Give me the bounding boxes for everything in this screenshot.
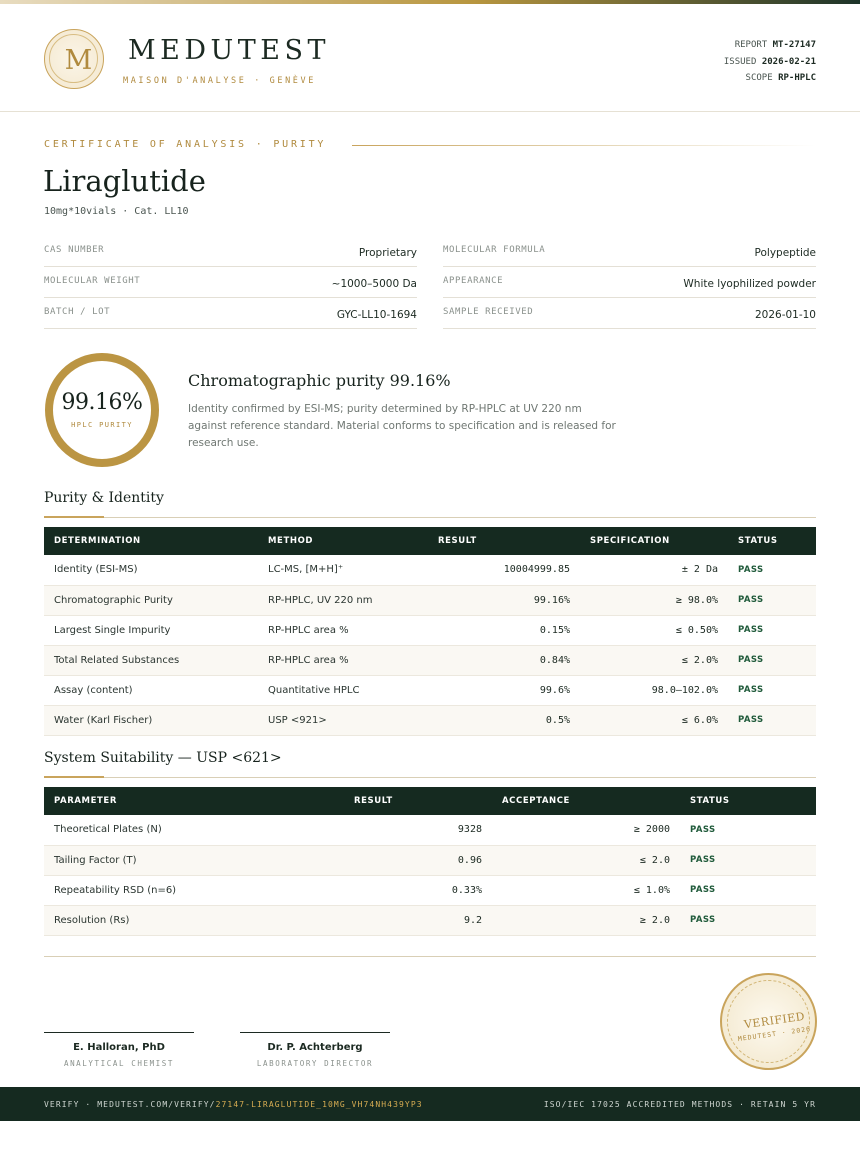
determination-cell: Identity (ESI-MS) (54, 564, 138, 576)
eyebrow-divider (352, 145, 816, 146)
result-cell: 0.33% (451, 884, 482, 896)
status-badge: PASS (738, 685, 764, 695)
table-header-row (44, 787, 816, 815)
result-cell: 99.16% (533, 594, 570, 606)
table-row (44, 875, 816, 905)
signature-block-director (240, 1032, 390, 1068)
table-row (44, 905, 816, 935)
column-header: PARAMETER (54, 796, 117, 806)
signature-block-chemist (44, 1032, 194, 1068)
method-cell: RP-HPLC, UV 220 nm (268, 594, 373, 606)
section-title-purity: Purity & Identity (44, 490, 164, 506)
column-header: METHOD (268, 536, 314, 546)
info-value: Polypeptide (754, 247, 816, 259)
section-accent (44, 516, 104, 518)
info-value: 2026-01-10 (754, 309, 816, 321)
parameter-cell: Tailing Factor (T) (54, 854, 137, 866)
table-row (44, 615, 816, 645)
section-title-suitability: System Suitability — USP <621> (44, 750, 282, 766)
determination-cell: Total Related Substances (54, 654, 180, 666)
verify-prefix: VERIFY · MEDUTEST.COM/VERIFY/ (44, 1100, 216, 1109)
section-rule (44, 777, 816, 778)
specification-cell: ≥ 98.0% (675, 594, 718, 606)
certificate-eyebrow: CERTIFICATE OF ANALYSIS · PURITY (44, 139, 327, 150)
method-cell: USP <921> (268, 714, 327, 726)
purity-ring (45, 353, 159, 467)
acceptance-cell: ≤ 2.0 (639, 854, 670, 866)
purity-identity-table (44, 527, 816, 736)
logo-letter: M (64, 45, 93, 76)
brand-tagline: MAISON D'ANALYSE · GENÈVE (123, 76, 316, 86)
status-badge: PASS (738, 625, 764, 635)
determination-cell: Assay (content) (54, 684, 133, 696)
table-row (44, 705, 816, 735)
info-value: White lyophilized powder (683, 278, 816, 290)
info-label: APPEARANCE (443, 276, 504, 286)
page-header (0, 4, 860, 112)
result-cell: 10004999.85 (503, 564, 570, 576)
system-suitability-table (44, 787, 816, 936)
purity-summary-description: Identity confirmed by ESI-MS; purity determined by RP-HPLC at UV 220 nm against reference standard. Material conforms to specification and is released for research use. (188, 403, 616, 449)
stamp-text: VERIFIED (743, 1009, 806, 1032)
parameter-cell: Theoretical Plates (N) (54, 824, 162, 836)
signature-divider (44, 956, 816, 957)
issued-label: ISSUED (723, 56, 757, 67)
info-label: CAS NUMBER (44, 245, 105, 255)
determination-cell: Water (Karl Fischer) (54, 714, 153, 726)
table-row (44, 555, 816, 585)
product-subline: 10mg*10vials · Cat. LL10 (44, 206, 189, 217)
status-badge: PASS (690, 915, 716, 925)
table-row (44, 845, 816, 875)
info-label: SAMPLE RECEIVED (443, 307, 534, 317)
logo-inner-ring (49, 34, 98, 83)
result-cell: 0.84% (539, 654, 570, 666)
signatory-name: Dr. P. Achterberg (267, 1042, 363, 1053)
method-cell: LC-MS, [M+H]⁺ (268, 564, 344, 576)
purity-summary-title: Chromatographic purity 99.16% (188, 371, 451, 390)
status-badge: PASS (690, 855, 716, 865)
result-cell: 0.15% (539, 624, 570, 636)
info-row-appearance (443, 267, 816, 298)
verified-stamp (720, 973, 817, 1070)
result-cell: 99.6% (539, 684, 570, 696)
table-row (44, 585, 816, 615)
acceptance-cell: ≤ 1.0% (633, 884, 670, 896)
specification-cell: ± 2 Da (681, 564, 718, 576)
stamp-inner-ring (727, 980, 810, 1063)
result-cell: 9.2 (463, 914, 482, 926)
determination-cell: Largest Single Impurity (54, 624, 171, 636)
status-badge: PASS (738, 564, 764, 575)
report-number: MT-27147 (772, 40, 816, 50)
table-row (44, 815, 816, 845)
report-label: REPORT (734, 40, 768, 50)
column-header: DETERMINATION (54, 536, 141, 546)
section-rule (44, 517, 816, 518)
column-header: STATUS (690, 796, 730, 806)
acceptance-cell: ≥ 2000 (633, 824, 670, 836)
table-header-row (44, 527, 816, 555)
method-cell: Quantitative HPLC (268, 684, 360, 696)
status-badge: PASS (690, 885, 716, 895)
report-number-line (724, 37, 816, 54)
signatory-role: ANALYTICAL CHEMIST (63, 1059, 175, 1068)
info-value: GYC-LL10-1694 (336, 309, 417, 321)
status-badge: PASS (738, 595, 764, 605)
accreditation-note: ISO/IEC 17025 ACCREDITED METHODS · RETAIN 5 YR (543, 1100, 816, 1109)
info-row-cas (44, 236, 417, 267)
result-cell: 0.96 (457, 854, 482, 866)
signatory-role: LABORATORY DIRECTOR (256, 1059, 374, 1068)
stamp-subtext: MEDUTEST · 2026 (737, 1024, 812, 1044)
column-header: STATUS (738, 536, 778, 546)
info-grid-left (44, 236, 417, 329)
scope-value: RP-HPLC (778, 73, 816, 83)
status-badge: PASS (738, 655, 764, 665)
specification-cell: 98.0–102.0% (651, 684, 718, 696)
result-cell: 9328 (457, 824, 482, 836)
column-header: RESULT (438, 536, 477, 546)
parameter-cell: Resolution (Rs) (54, 914, 130, 926)
info-row-sample-received (443, 298, 816, 329)
report-meta (724, 37, 816, 87)
scope-label: SCOPE (745, 73, 773, 83)
status-badge: PASS (690, 824, 716, 835)
brand-name: MEDUTEST (128, 35, 330, 66)
column-header: RESULT (354, 796, 393, 806)
determination-cell: Chromatographic Purity (54, 594, 173, 606)
product-title: Liraglutide (43, 164, 206, 198)
info-row-molecular-weight (44, 267, 417, 298)
table-row (44, 645, 816, 675)
method-cell: RP-HPLC area % (268, 624, 349, 636)
parameter-cell: Repeatability RSD (n=6) (54, 884, 177, 896)
column-header: SPECIFICATION (590, 536, 670, 546)
result-cell: 0.5% (545, 714, 570, 726)
info-grid-right (443, 236, 816, 329)
signatory-name: E. Halloran, PhD (73, 1042, 165, 1053)
info-label: MOLECULAR WEIGHT (44, 276, 141, 286)
info-label: BATCH / LOT (44, 307, 111, 317)
specification-cell: ≤ 2.0% (681, 654, 718, 666)
scope-line (724, 70, 816, 87)
purity-ring-value: 99.16% (61, 390, 143, 415)
status-badge: PASS (738, 715, 764, 725)
issued-date-line (724, 54, 816, 71)
info-value: ~1000–5000 Da (331, 278, 417, 290)
table-row (44, 675, 816, 705)
page-footer (0, 1087, 860, 1121)
method-cell: RP-HPLC area % (268, 654, 349, 666)
verify-link[interactable]: 27147-LIRAGLUTIDE_10MG_VH74NH439YP3 (215, 1100, 423, 1109)
info-label: MOLECULAR FORMULA (443, 245, 546, 255)
verify-line (44, 1100, 423, 1109)
purity-ring-label: HPLC PURITY (71, 421, 133, 429)
issued-date: 2026-02-21 (761, 56, 816, 67)
specification-cell: ≤ 6.0% (681, 714, 718, 726)
info-value: Proprietary (358, 247, 417, 259)
specification-cell: ≤ 0.50% (675, 624, 718, 636)
section-accent (44, 776, 104, 778)
column-header: ACCEPTANCE (502, 796, 570, 806)
acceptance-cell: ≥ 2.0 (639, 914, 670, 926)
brand-logo (44, 29, 104, 89)
info-row-formula (443, 236, 816, 267)
info-row-batch (44, 298, 417, 329)
